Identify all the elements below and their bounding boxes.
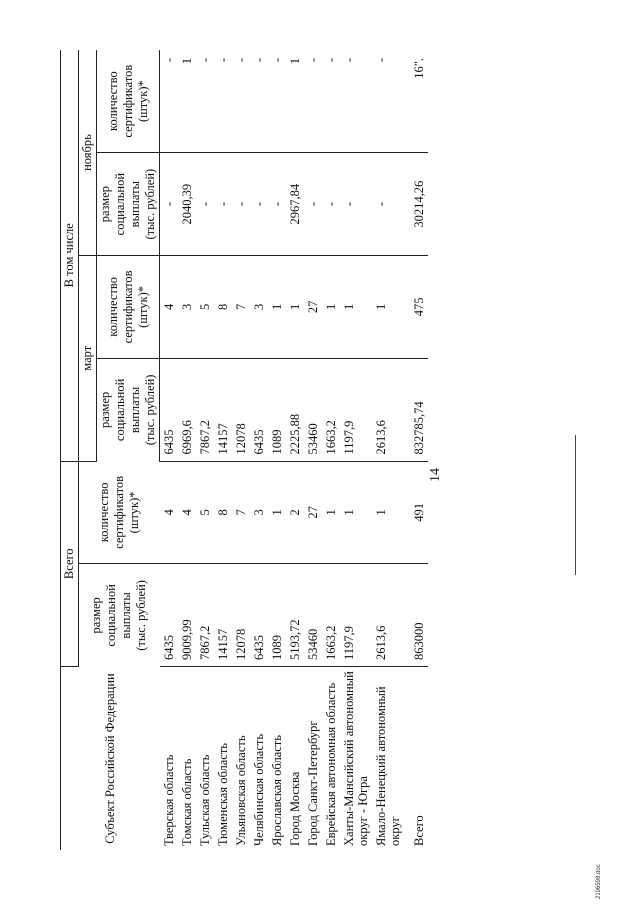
november-payment-cell: -	[250, 153, 268, 256]
march-count-cell: 7	[232, 256, 250, 359]
march-payment-cell: 53460	[304, 358, 322, 461]
table-row	[268, 50, 286, 850]
march-count-cell: 1	[322, 256, 340, 359]
subject-cell: Еврейская автономная область	[324, 682, 338, 846]
data-table	[60, 50, 428, 850]
total-payment-cell: 53460	[304, 564, 322, 667]
total-payment-cell: 7867,2	[196, 564, 214, 667]
march-payment-cell: 2225,88	[286, 358, 304, 461]
november-count-cell: -	[214, 50, 232, 153]
november-count-cell: -	[340, 50, 372, 153]
subject-cell: Ульяновская область	[234, 735, 248, 846]
november-count-cell: -	[268, 50, 286, 153]
total-payment-cell: 6435	[250, 564, 268, 667]
total-count-cell: 1	[322, 461, 340, 564]
november-payment-cell: 30214,26	[404, 153, 428, 256]
november-count-cell: -	[304, 50, 322, 153]
march-count-header: количество сертификатов (штук)*	[97, 256, 160, 359]
table-row	[196, 50, 214, 850]
subject-cell: Город Москва	[288, 771, 302, 846]
november-header: ноябрь	[79, 50, 97, 256]
march-payment-cell: 7867,2	[196, 358, 214, 461]
table-row	[404, 50, 428, 850]
total-count-cell: 27	[304, 461, 322, 564]
total-payment-cell: 1089	[268, 564, 286, 667]
total-count-cell: 7	[232, 461, 250, 564]
november-payment-cell: -	[160, 153, 179, 256]
march-count-cell: 3	[250, 256, 268, 359]
subject-cell: Челябинская область	[252, 733, 266, 846]
signature-line	[575, 435, 576, 575]
november-count-cell: -	[232, 50, 250, 153]
table-row	[250, 50, 268, 850]
november-count-cell: 16".	[404, 50, 428, 153]
november-payment-cell: -	[372, 153, 404, 256]
november-count-header: количество сертификатов (штук)*	[97, 50, 160, 153]
march-header: март	[79, 256, 97, 462]
november-payment-cell: -	[304, 153, 322, 256]
total-count-cell: 4	[178, 461, 196, 564]
total-count-cell: 4	[160, 461, 179, 564]
november-payment-cell: -	[322, 153, 340, 256]
november-payment-cell: -	[340, 153, 372, 256]
march-count-cell: 5	[196, 256, 214, 359]
november-count-cell: -	[322, 50, 340, 153]
table-row	[232, 50, 250, 850]
document-id: 2196598.doc	[596, 864, 602, 899]
march-count-cell: 1	[268, 256, 286, 359]
march-payment-cell: 14157	[214, 358, 232, 461]
subject-cell: Ханты-Мансийский автономный округ - Югра	[342, 671, 370, 846]
november-count-cell: -	[250, 50, 268, 153]
total-count-cell: 1	[340, 461, 372, 564]
subject-cell: Тюменская область	[216, 743, 230, 846]
march-count-cell: 1	[372, 256, 404, 359]
november-payment-header: размер социальной выплаты (тыс. рублей)	[97, 153, 160, 256]
march-count-cell: 1	[286, 256, 304, 359]
subject-cell: Тульская область	[198, 754, 212, 846]
november-payment-cell: -	[232, 153, 250, 256]
november-count-cell: -	[196, 50, 214, 153]
subject-cell: Всего	[412, 815, 426, 846]
march-payment-cell: 832785,74	[404, 358, 428, 461]
total-payment-cell: 9009,99	[178, 564, 196, 667]
total-payment-cell: 12078	[232, 564, 250, 667]
march-payment-cell: 2613,6	[372, 358, 404, 461]
march-count-cell: 475	[404, 256, 428, 359]
subject-header: Субъект Российской Федерации	[61, 667, 160, 850]
march-payment-cell: 6969,6	[178, 358, 196, 461]
november-payment-cell: 2967,84	[286, 153, 304, 256]
table-row	[214, 50, 232, 850]
march-payment-cell: 1197,9	[340, 358, 372, 461]
table-row	[178, 50, 196, 850]
november-count-cell: -	[160, 50, 179, 153]
total-count-cell: 8	[214, 461, 232, 564]
november-payment-cell: 2040,39	[178, 153, 196, 256]
total-count-cell: 1	[268, 461, 286, 564]
table-row	[160, 50, 179, 850]
november-payment-cell: -	[196, 153, 214, 256]
subject-cell: Томская область	[180, 758, 194, 846]
total-payment-cell: 6435	[160, 564, 179, 667]
march-count-cell: 8	[214, 256, 232, 359]
table-row	[340, 50, 372, 850]
total-payment-cell: 5193,72	[286, 564, 304, 667]
total-count-cell: 2	[286, 461, 304, 564]
total-count-cell: 1	[372, 461, 404, 564]
march-payment-cell: 12078	[232, 358, 250, 461]
november-payment-cell: -	[214, 153, 232, 256]
march-count-cell: 4	[160, 256, 179, 359]
total-header: Всего	[61, 461, 79, 667]
november-count-cell: 1	[286, 50, 304, 153]
table-row	[322, 50, 340, 850]
march-payment-cell: 6435	[160, 358, 179, 461]
page-number: 14	[428, 468, 443, 482]
march-payment-cell: 6435	[250, 358, 268, 461]
including-header: В том числе	[61, 50, 79, 461]
total-count-header: количество сертификатов (штук)*	[79, 461, 160, 564]
table-row	[304, 50, 322, 850]
march-payment-cell: 1089	[268, 358, 286, 461]
march-payment-cell: 1663,2	[322, 358, 340, 461]
table-row	[372, 50, 404, 850]
table-row	[286, 50, 304, 850]
march-count-cell: 3	[178, 256, 196, 359]
total-payment-cell: 863000	[404, 564, 428, 667]
subject-cell: Ямало-Ненецкий автономный округ	[374, 686, 402, 846]
total-payment-cell: 1663,2	[322, 564, 340, 667]
total-payment-cell: 2613,6	[372, 564, 404, 667]
subject-cell: Тверская область	[161, 754, 176, 846]
subject-cell: Город Санкт-Петербург	[306, 720, 320, 846]
total-count-cell: 491	[404, 461, 428, 564]
november-payment-cell: -	[268, 153, 286, 256]
total-count-cell: 3	[250, 461, 268, 564]
total-payment-header: размер социальной выплаты (тыс. рублей)	[89, 580, 149, 651]
total-payment-cell: 1197,9	[340, 564, 372, 667]
march-payment-header: размер социальной выплаты (тыс. рублей)	[97, 358, 160, 461]
march-count-cell: 27	[304, 256, 322, 359]
total-payment-cell: 14157	[214, 564, 232, 667]
march-count-cell: 1	[340, 256, 372, 359]
total-count-cell: 5	[196, 461, 214, 564]
november-count-cell: 1	[178, 50, 196, 153]
november-count-cell: -	[372, 50, 404, 153]
subject-cell: Ярославская область	[270, 735, 284, 846]
